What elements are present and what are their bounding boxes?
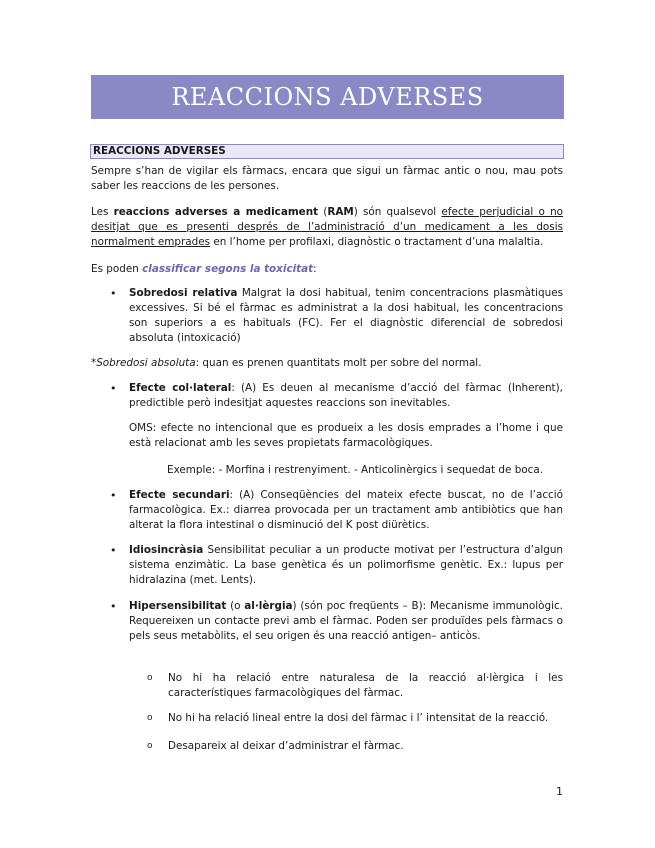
item-hipersensibilitat: Hipersensibilitat (o al·lèrgia) (són poc freqüents – B): Mecanisme immunològic. Requereixen un contacte previ amb el fàrmac. Poden ser produïdes pels fàrmacs o pels seus metabòlits, el seu origen és una reacció antigen– anticòs. xyxy=(129,600,563,642)
classification-intro: Es poden classificar segons la toxicitat: xyxy=(91,263,317,275)
bullet-icon: • xyxy=(110,489,117,502)
item-efecte-secundari: Efecte secundari: (A) Conseqüències del mateix efecte buscat, no de l’acció farmacològica. Ex.: diarrea provocada per un tractament amb antibiòtics que han alterat la flora intestinal o disminució del K post diürètics. xyxy=(129,489,563,531)
bullet-icon: • xyxy=(110,382,117,395)
item-sobredosi-relativa: Sobredosi relativa Malgrat la dosi habitual, tenim concentracions plasmàtiques excessives. Si bé el fàrmac es administrat a la dosi habitual, les concentracions son superiors a es habituals (FC). Fer el diagnòstic diferencial de sobredosi absoluta (intoxicació) xyxy=(129,287,564,344)
item-idiosincrasia: Idiosincràsia Sensibilitat peculiar a un producte motivat per l’estructura d’algun sistema enzimàtic. La base genètica és un polimorfisme genètic. Ex.: lupus per hidralazina (met. Lents). xyxy=(129,544,563,586)
ram-definition-paragraph: Les reaccions adverses a medicament (RAM) són qualsevol efecte perjudicial o no desitjat que es presenti després de l’administració d’un medicament a les dosis normalment emprades en l’home per profilaxi, diagnòstic o tractament d’una malaltia. xyxy=(91,206,564,248)
bullet-icon: • xyxy=(110,287,117,300)
sub-bullet-icon: o xyxy=(147,673,153,683)
exemple-line: Exemple: - Morfina i restrenyiment. - Anticolinèrgics i sequedat de boca. xyxy=(167,464,544,476)
sub-bullet-icon: o xyxy=(147,713,153,723)
intro-paragraph: Sempre s’han de vigilar els fàrmacs, encara que sigui un fàrmac antic o nou, mau pots saber les reaccions de les persones. xyxy=(91,165,563,192)
sub-bullet-icon: o xyxy=(147,741,153,751)
bullet-icon: • xyxy=(110,544,117,557)
note-sobredosi-absoluta: *Sobredosi absoluta: quan es prenen quantitats molt per sobre del normal. xyxy=(91,357,482,369)
page-banner-title: REACCIONS ADVERSES xyxy=(91,75,564,119)
oms-definition: OMS: efecte no intencional que es produeix a les dosis emprades a l’home i que està relacionat amb les seves propietats farmacològiques. xyxy=(129,422,563,449)
sub-item: No hi ha relació lineal entre la dosi del fàrmac i l’ intensitat de la reacció. xyxy=(168,712,549,724)
page-number: 1 xyxy=(556,785,563,798)
item-efecte-colateral: Efecte col·lateral: (A) Es deuen al mecanisme d’acció del fàrmac (Inherent), predictible però indesitjat aquestes reaccions son inevitables. xyxy=(129,382,563,409)
sub-item: No hi ha relació entre naturalesa de la reacció al·lèrgica i les característiques farmacològiques del fàrmac. xyxy=(168,672,563,699)
bullet-icon: • xyxy=(110,600,117,613)
sub-item: Desapareix al deixar d’administrar el fàrmac. xyxy=(168,740,404,752)
section-heading: REACCIONS ADVERSES xyxy=(90,144,564,159)
